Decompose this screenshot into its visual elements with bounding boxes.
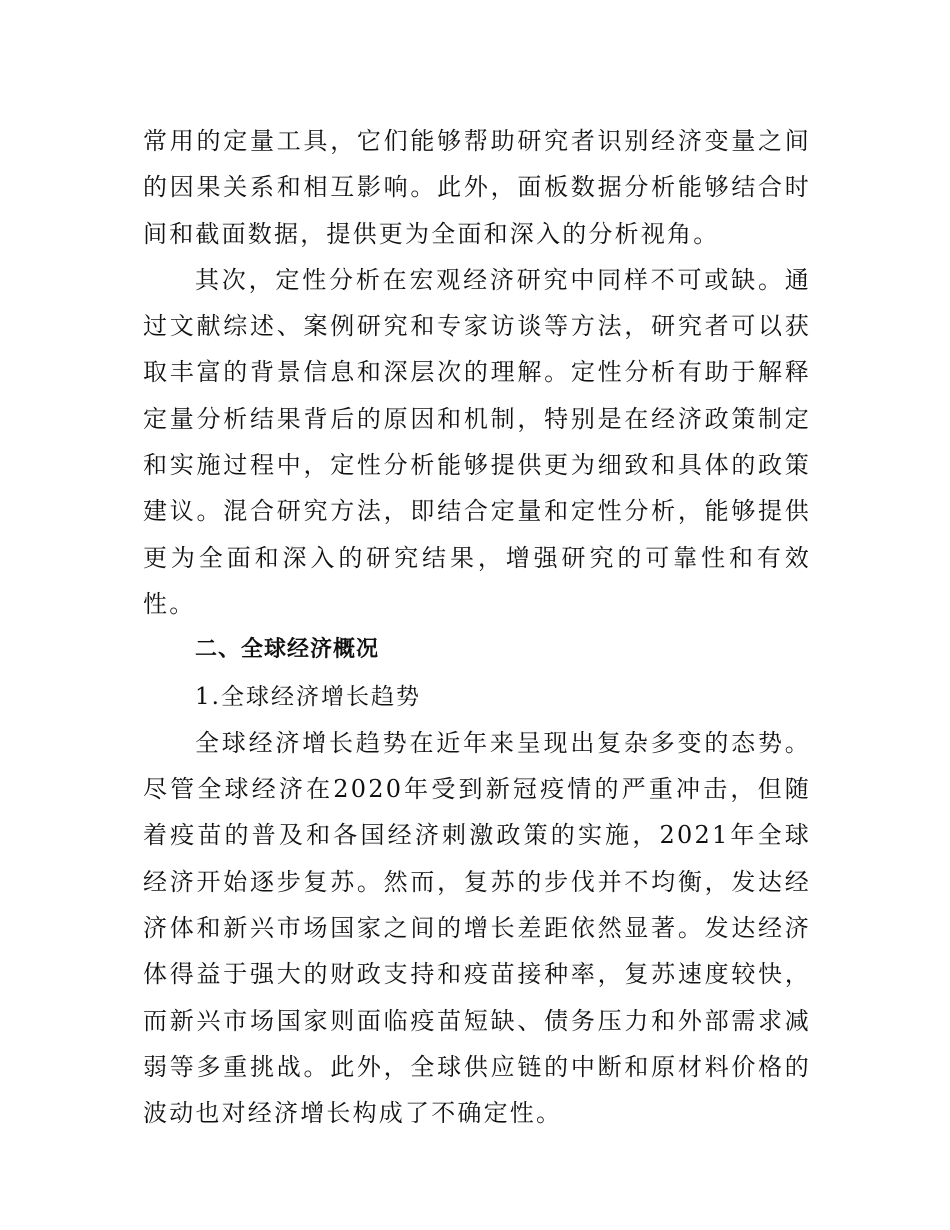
document-body: [143, 118, 811, 1137]
paragraph-qualitative-analysis: 其次，定性分析在宏观经济研究中同样不可或缺。通过文献综述、案例研究和专家访谈等方法，研究者可以获取丰富的背景信息和深层次的理解。定性分析有助于解释定量分析结果背后的原因和机制，特别是在经济政策制定和实施过程中，定性分析能够提供更为细致和具体的政策建议。混合研究方法，即结合定量和定性分析，能够提供更为全面和深入的研究结果，增强研究的可靠性和有效性。: [143, 265, 811, 618]
subsection-heading: 1.全球经济增长趋势: [195, 683, 421, 710]
section-heading: 二、全球经济概况: [195, 637, 380, 663]
paragraph-continuation: 常用的定量工具，它们能够帮助研究者识别经济变量之间的因果关系和相互影响。此外，面板数据分析能够结合时间和截面数据，提供更为全面和深入的分析视角。: [143, 127, 811, 248]
paragraph-global-growth: 全球经济增长趋势在近年来呈现出复杂多变的态势。尽管全球经济在2020年受到新冠疫情的严重冲击，但随着疫苗的普及和各国经济刺激政策的实施，2021年全球经济开始逐步复苏。然而，复苏的步伐并不均衡，发达经济体和新兴市场国家之间的增长差距依然显著。发达经济体得益于强大的财政支持和疫苗接种率，复苏速度较快，而新兴市场国家则面临疫苗短缺、债务压力和外部需求减弱等多重挑战。此外，全球供应链的中断和原材料价格的波动也对经济增长构成了不确定性。: [143, 728, 811, 1128]
